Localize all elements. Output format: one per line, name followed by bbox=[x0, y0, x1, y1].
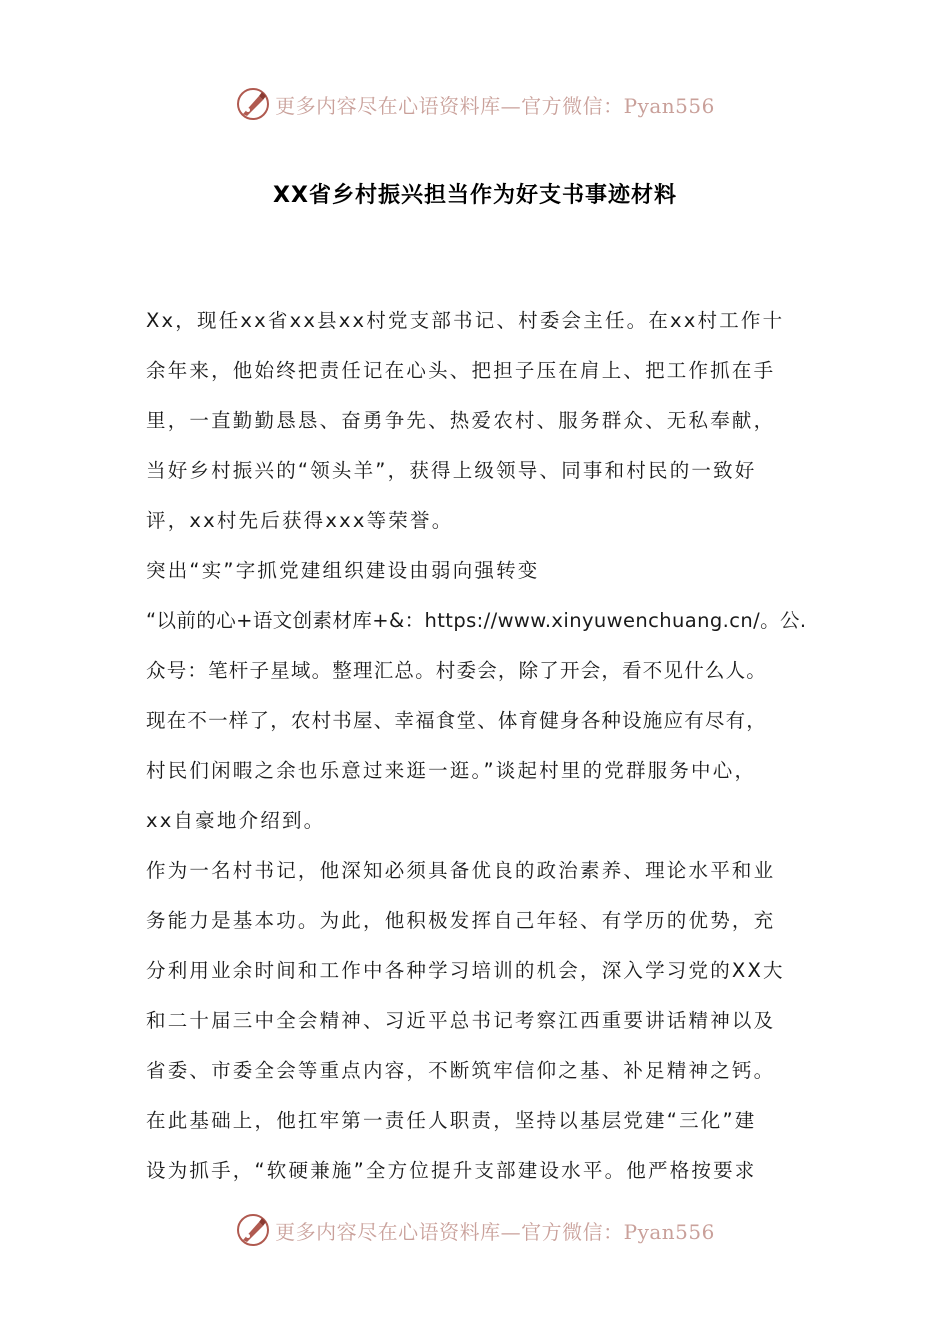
section-heading: 突出“实”字抓党建组织建设由弱向强转变 bbox=[146, 559, 540, 582]
text-line: 务能力是基本功。为此，他积极发挥自己年轻、有学历的优势，充 bbox=[146, 909, 776, 932]
header-watermark bbox=[0, 84, 950, 124]
text-line: 省委、市委全会等重点内容，不断筑牢信仰之基、补足精神之钙。 bbox=[146, 1059, 776, 1082]
brand-text: 更多内容尽在心语资料库—官方微信：Pyan556 bbox=[275, 1219, 715, 1244]
document-title: XX省乡村振兴担当作为好支书事迹材料 bbox=[273, 183, 677, 208]
text-line: 分利用业余时间和工作中各种学习培训的机会，深入学习党的XX大 bbox=[146, 959, 785, 982]
brand-text: 更多内容尽在心语资料库—官方微信：Pyan556 bbox=[275, 93, 715, 118]
text-line: 在此基础上，他扛牢第一责任人职责，坚持以基层党建“三化”建 bbox=[146, 1109, 757, 1132]
pen-nib-logo-icon bbox=[235, 86, 271, 122]
text-line: xx自豪地介绍到。 bbox=[146, 809, 326, 832]
text-line: 作为一名村书记，他深知必须具备优良的政治素养、理论水平和业 bbox=[146, 859, 776, 882]
text-line: 和二十届三中全会精神、习近平总书记考察江西重要讲话精神以及 bbox=[146, 1009, 776, 1032]
text-line: “以前的心+语文创素材库+&：https://www.xinyuwenchuang.cn/。公. bbox=[146, 609, 807, 632]
text-line: 现在不一样了，农村书屋、幸福食堂、体育健身各种设施应有尽有， bbox=[146, 709, 768, 732]
text-line: 当好乡村振兴的“领头羊”，获得上级领导、同事和村民的一致好 bbox=[146, 459, 757, 482]
text-line: 余年来，他始终把责任记在心头、把担子压在肩上、把工作抓在手 bbox=[146, 359, 776, 382]
text-line: 设为抓手，“软硬兼施”全方位提升支部建设水平。他严格按要求 bbox=[146, 1159, 757, 1182]
text-line: 里，一直勤勤恳恳、奋勇争先、热爱农村、服务群众、无私奉献， bbox=[146, 409, 776, 432]
document-body bbox=[146, 296, 836, 1196]
text-line: 评，xx村先后获得xxx等荣誉。 bbox=[146, 509, 454, 532]
text-line: 众号：笔杆子星域。整理汇总。村委会，除了开会，看不见什么人。 bbox=[146, 659, 768, 682]
pen-nib-logo-icon bbox=[235, 1212, 271, 1248]
text-line: 村民们闲暇之余也乐意过来逛一逛。”谈起村里的党群服务中心， bbox=[146, 759, 757, 782]
text-line: Xx，现任xx省xx县xx村党支部书记、村委会主任。在xx村工作十 bbox=[146, 309, 785, 332]
footer-watermark bbox=[0, 1210, 950, 1250]
